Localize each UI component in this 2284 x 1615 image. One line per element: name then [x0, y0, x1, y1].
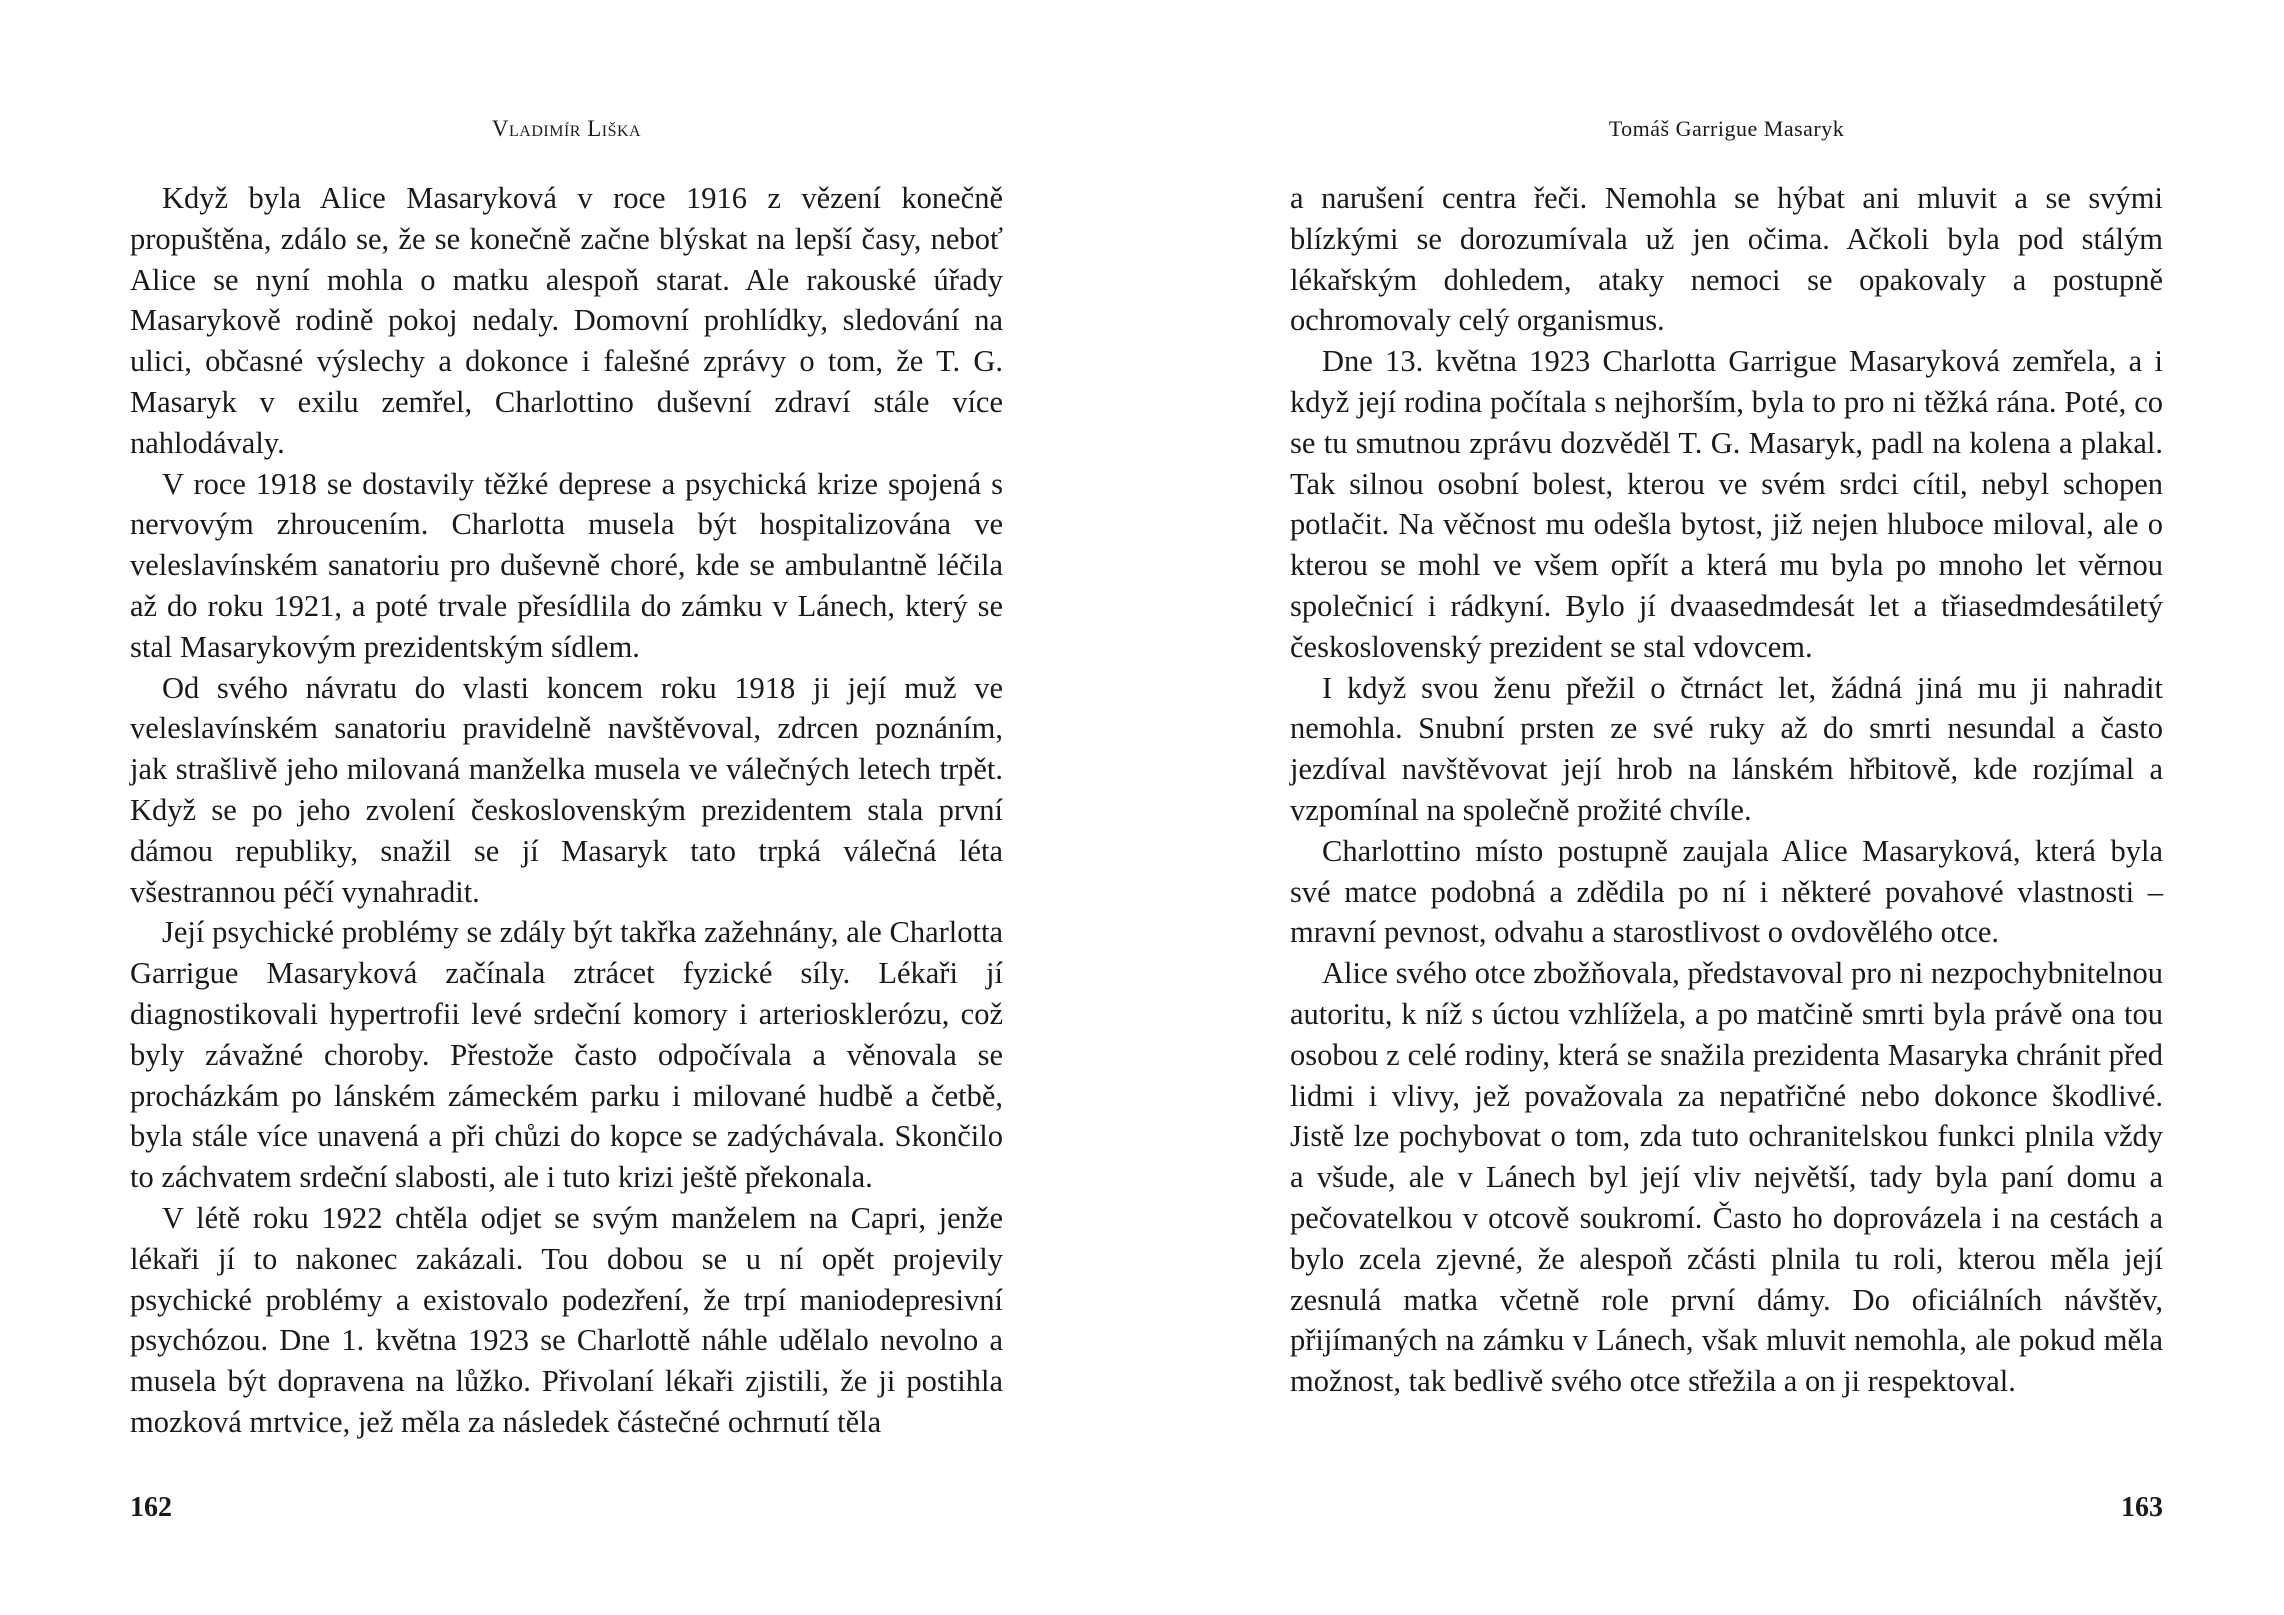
running-head-author: Vladimír Liška: [491, 116, 642, 141]
right-text-block: [1290, 178, 2163, 1402]
paragraph: Alice svého otce zbožňovala, představoval pro ni nezpochybnitelnou autoritu, k níž s úctou vzhlížela, a po matčině smrti byla právě ona tou osobou z celé rodiny, která se snažila prezidenta Masaryka chránit před lidmi i vlivy, jež považovala za nepatřičné nebo dokonce škodlivé. Jistě lze pochybovat o tom, zda tuto ochranitelskou funkci plnila vždy a všude, ale v Lánech byl její vliv největší, tady byla paní domu a pečovatelkou v otcově soukromí. Často ho doprovázela i na cestách a bylo zcela zjevné, že alespoň zčásti plnila tu roli, kterou měla její zesnulá matka včetně role první dámy. Do oficiálních návštěv, přijímaných na zámku v Lánech, však mluvit nemohla, ale pokud měla možnost, tak bedlivě svého otce střežila a on ji respektoval.: [1290, 956, 2163, 1399]
right-page: [1142, 0, 2284, 1615]
paragraph: V létě roku 1922 chtěla odjet se svým manželem na Capri, jenže lékaři jí to nakonec zakázali. Tou dobou se u ní opět projevily psychické problémy a existovalo podezření, že trpí maniodepresivní psychózou. Dne 1. května 1923 se Charlottě náhle udělalo nevolno a musela být dopravena na lůžko. Přivolaní lékaři zjistili, že ji postihla mozková mrtvice, jež měla za následek částečné ochrnutí těla: [130, 1200, 1003, 1439]
paragraph: Dne 13. května 1923 Charlotta Garrigue Masaryková zemřela, a i když její rodina počítala s nejhorším, byla to pro ni těžká rána. Poté, co se tu smutnou zprávu dozvěděl T. G. Masaryk, padl na kolena a plakal. Tak silnou osobní bolest, kterou ve svém srdci cítil, nebyl schopen potlačit. Na věčnost mu odešla bytost, již nejen hluboce miloval, ale o kterou se mohl ve všem opřít a která mu byla po mnoho let věrnou společnicí i rádkyní. Bylo jí dvaasedmdesát let a třiasedmdesátiletý československý prezident se stal vdovcem.: [1290, 344, 2163, 664]
paragraph: I když svou ženu přežil o čtrnáct let, žádná jiná mu ji nahradit nemohla. Snubní prsten ze své ruky až do smrti nesundal a často jezdíval navštěvovat její hrob na lánském hřbitově, kde rozjímal a vzpomínal na společně prožité chvíle.: [1290, 670, 2163, 827]
page-number-right: 163: [2121, 1492, 2163, 1523]
left-text-block: [130, 178, 1003, 1443]
paragraph: Její psychické problémy se zdály být takřka zažehnány, ale Charlotta Garrigue Masaryková začínala ztrácet fyzické síly. Lékaři jí diagnostikovali hypertrofii levé srdeční komory i arteriosklerózu, což byly závažné choroby. Přestože často odpočívala a věnovala se procházkám po lánském zámeckém parku i milované hudbě a četbě, byla stále více unavená a při chůzi do kopce se zadýchávala. Skončilo to záchvatem srdeční slabosti, ale i tuto krizi ještě překonala.: [130, 915, 1003, 1195]
paragraph: Od svého návratu do vlasti koncem roku 1918 ji její muž ve veleslavínském sanatoriu pravidelně navštěvoval, zdrcen poznáním, jak strašlivě jeho milovaná manželka musela ve válečných letech trpět. Když se po jeho zvolení československým prezidentem stala první dámou republiky, snažil se jí Masaryk tato trpká válečná léta všestrannou péčí vynahradit.: [130, 670, 1003, 909]
running-head-title: Tomáš Garrigue Masaryk: [1608, 116, 1845, 141]
paragraph: Charlottino místo postupně zaujala Alice Masaryková, která byla své matce podobná a zdědila po ní i některé povahové vlastnosti – mravní pevnost, odvahu a starostlivost o ovdovělého otce.: [1290, 833, 2163, 950]
paragraph: Když byla Alice Masaryková v roce 1916 z vězení konečně propuštěna, zdálo se, že se konečně začne blýskat na lepší časy, neboť Alice se nyní mohla o matku alespoň starat. Ale rakouské úřady Masarykově rodině pokoj nedaly. Domovní prohlídky, sledování na ulici, občasné výslechy a dokonce i falešné zprávy o tom, že T. G. Masaryk v exilu zemřel, Charlottino duševní zdraví stále více nahlodávaly.: [130, 181, 1003, 460]
paragraph: a narušení centra řeči. Nemohla se hýbat ani mluvit a se svými blízkými se dorozumívala už jen očima. Ačkoli byla pod stálým lékařským dohledem, ataky nemoci se opakovaly a postupně ochromovaly celý organismus.: [1290, 181, 2163, 338]
paragraph: V roce 1918 se dostavily těžké deprese a psychická krize spojená s nervovým zhroucením. Charlotta musela být hospitalizována ve veleslavínském sanatoriu pro duševně choré, kde se ambulantně léčila až do roku 1921, a poté trvale přesídlila do zámku v Lánech, který se stal Masarykovým prezidentským sídlem.: [130, 466, 1003, 664]
page-number-left: 162: [130, 1492, 172, 1523]
